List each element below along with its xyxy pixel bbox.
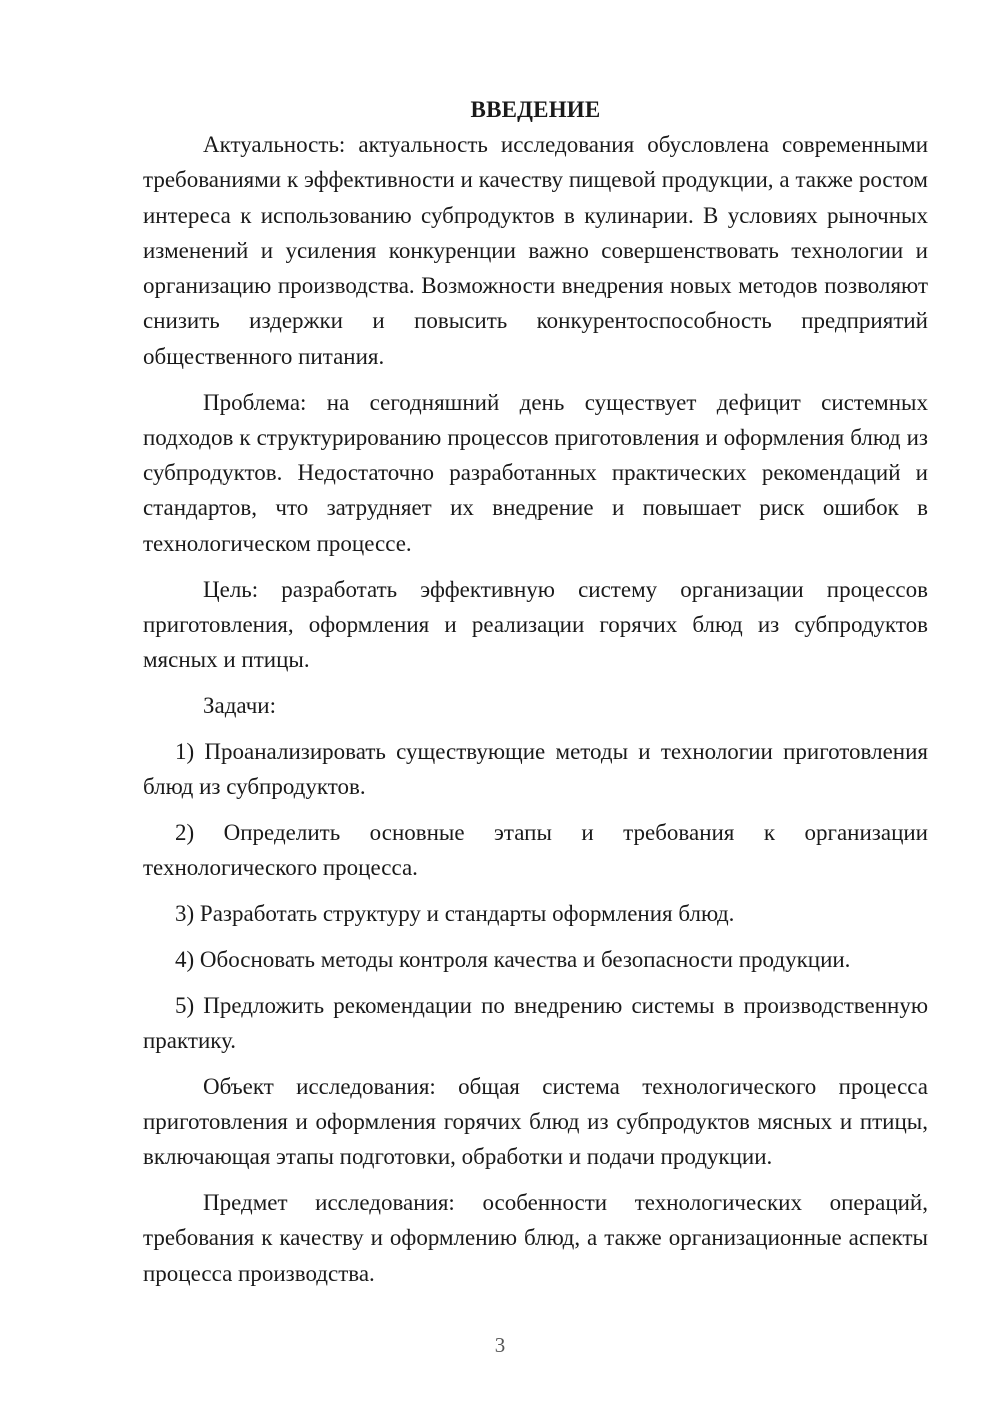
task-item-2: 2) Определить основные этапы и требования к организации технологического процесса. (143, 819, 928, 881)
paragraph-problem: Проблема: на сегодняшний день существует дефицит системных подходов к структурированию процессов приготовления и оформления блюд из субпродуктов. Недостаточно разработанных практических рекомендаций и стандартов, что затрудняет их внедрение и повышает риск ошибок в технологическом процессе. (143, 389, 928, 556)
paragraph-relevance: Актуальность: актуальность исследования обусловлена современными требованиями к эффективности и качеству пищевой продукции, а также ростом интереса к использованию субпродуктов в кулинарии. В условиях рыночных изменений и усиления конкуренции важно совершенствовать технологии и организацию производства. Возможности внедрения новых методов позволяют снизить издержки и повысить конкурентоспособность предприятий общественного питания. (143, 132, 928, 369)
paragraph-goal: Цель: разработать эффективную систему организации процессов приготовления, оформления и реализации горячих блюд из субпродуктов мясных и птицы. (143, 576, 928, 673)
document-page (143, 95, 928, 1301)
paragraph-object: Объект исследования: общая система технологического процесса приготовления и оформления горячих блюд из субпродуктов мясных и птицы, включающая этапы подготовки, обработки и подачи продукции. (143, 1073, 928, 1170)
task-item-3: 3) Разработать структуру и стандарты оформления блюд. (175, 900, 735, 926)
page-title: ВВЕДЕНИЕ (470, 97, 601, 122)
task-item-1: 1) Проанализировать существующие методы и технологии приготовления блюд из субпродуктов. (143, 738, 928, 800)
paragraph-tasks-heading: Задачи: (203, 692, 276, 718)
page-number: 3 (494, 1333, 506, 1357)
task-item-5: 5) Предложить рекомендации по внедрению системы в производственную практику. (143, 992, 928, 1053)
task-item-4: 4) Обосновать методы контроля качества и безопасности продукции. (175, 946, 851, 972)
paragraph-subject: Предмет исследования: особенности технологических операций, требования к качеству и оформлению блюд, а также организационные аспекты процесса производства. (143, 1190, 928, 1286)
